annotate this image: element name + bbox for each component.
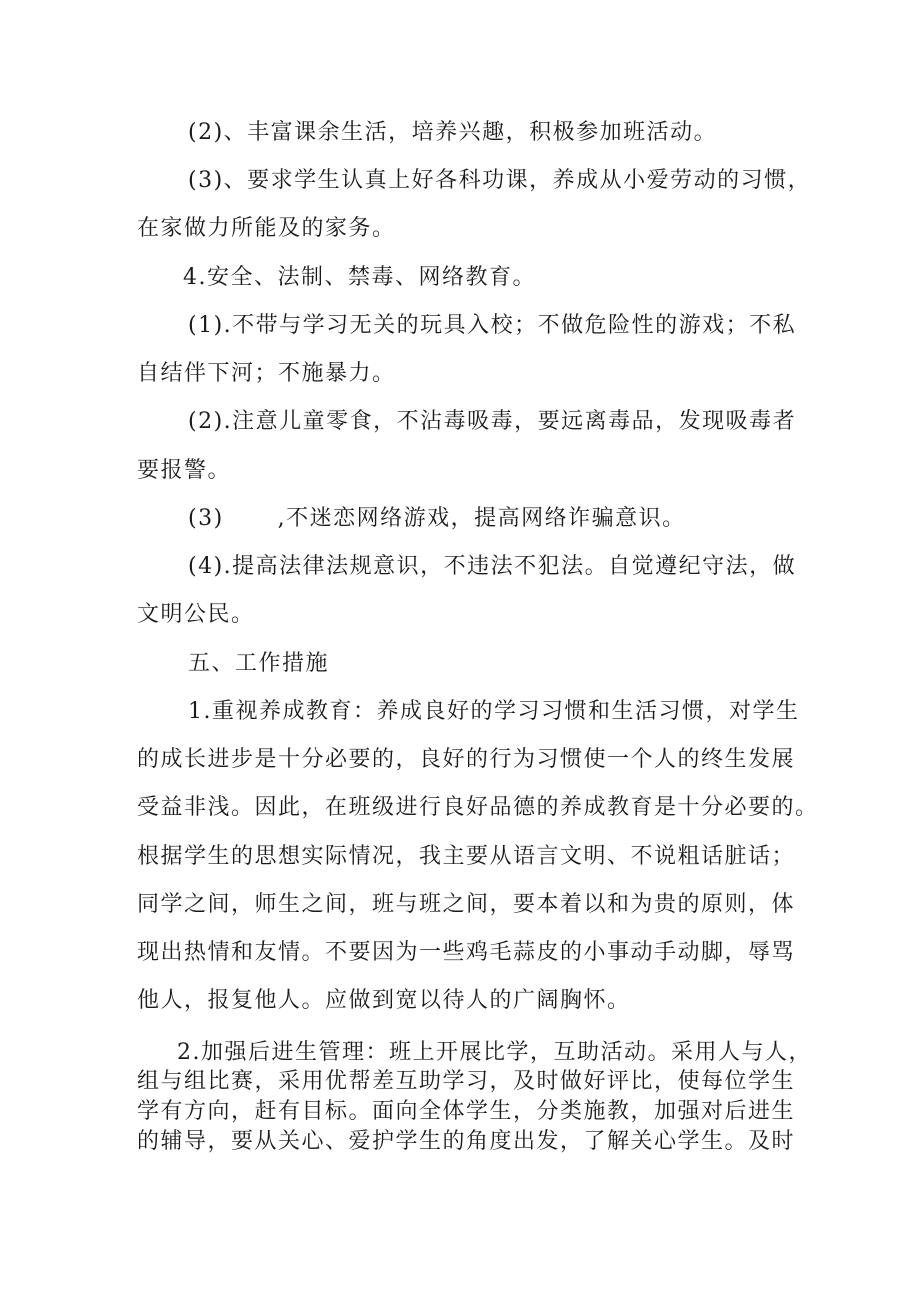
list-item: 文明公民。 bbox=[137, 602, 255, 627]
list-item-text: ,不迷恋网络游戏，提高网络诈骗意识。 bbox=[277, 506, 686, 531]
paragraph-line: 他人，报复他人。应做到宽以待人的广阔胸怀。 bbox=[137, 988, 631, 1013]
list-item: 要报警。 bbox=[137, 458, 232, 483]
list-item-number: (3) bbox=[188, 506, 224, 531]
paragraph-line: 同学之间，师生之间，班与班之间，要本着以和为贵的原则，体 bbox=[137, 892, 796, 917]
paragraph-line: 的成长进步是十分必要的，良好的行为习惯使一个人的终生发展 bbox=[137, 747, 796, 772]
list-item: (2)、丰富课余生活，培养兴趣，积极参加班活动。 bbox=[188, 120, 718, 145]
section-heading: 4.安全、法制、禁毒、网络教育。 bbox=[183, 265, 536, 290]
paragraph-line: 2.加强后进生管理：班上开展比学，互助活动。采用人与人， bbox=[177, 1040, 812, 1065]
paragraph-line: 组与组比赛，采用优帮差互助学习，及时做好评比，使每位学生 bbox=[137, 1069, 796, 1094]
list-item bbox=[0, 504, 920, 534]
section-heading: 五、工作措施 bbox=[188, 651, 330, 676]
list-item: 在家做力所能及的家务。 bbox=[137, 216, 396, 241]
paragraph-line: 1.重视养成教育：养成良好的学习习惯和生活习惯，对学生 bbox=[188, 699, 800, 724]
paragraph-line: 受益非浅。因此，在班级进行良好品德的养成教育是十分必要的。 bbox=[137, 795, 819, 820]
paragraph-line: 的辅导，要从关心、爱护学生的角度出发，了解关心学生。及时 bbox=[137, 1129, 796, 1154]
list-item: 自结伴下河；不施暴力。 bbox=[137, 361, 396, 386]
list-item: (2).注意儿童零食，不沾毒吸毒，要远离毒品，发现吸毒者 bbox=[188, 409, 797, 434]
paragraph-line: 现出热情和友情。不要因为一些鸡毛蒜皮的小事动手动脚，辱骂 bbox=[137, 940, 796, 965]
list-item: (4).提高法律法规意识，不违法不犯法。自觉遵纪守法，做 bbox=[188, 554, 797, 579]
list-item: (3)、要求学生认真上好各科功课，养成从小爱劳动的习惯， bbox=[188, 168, 812, 193]
list-item: (1).不带与学习无关的玩具入校；不做危险性的游戏；不私 bbox=[188, 313, 797, 338]
paragraph-line: 学有方向，赶有目标。面向全体学生，分类施教，加强对后进生 bbox=[137, 1099, 796, 1124]
paragraph-line: 根据学生的思想实际情况，我主要从语言文明、不说粗话脏话； bbox=[137, 844, 796, 869]
